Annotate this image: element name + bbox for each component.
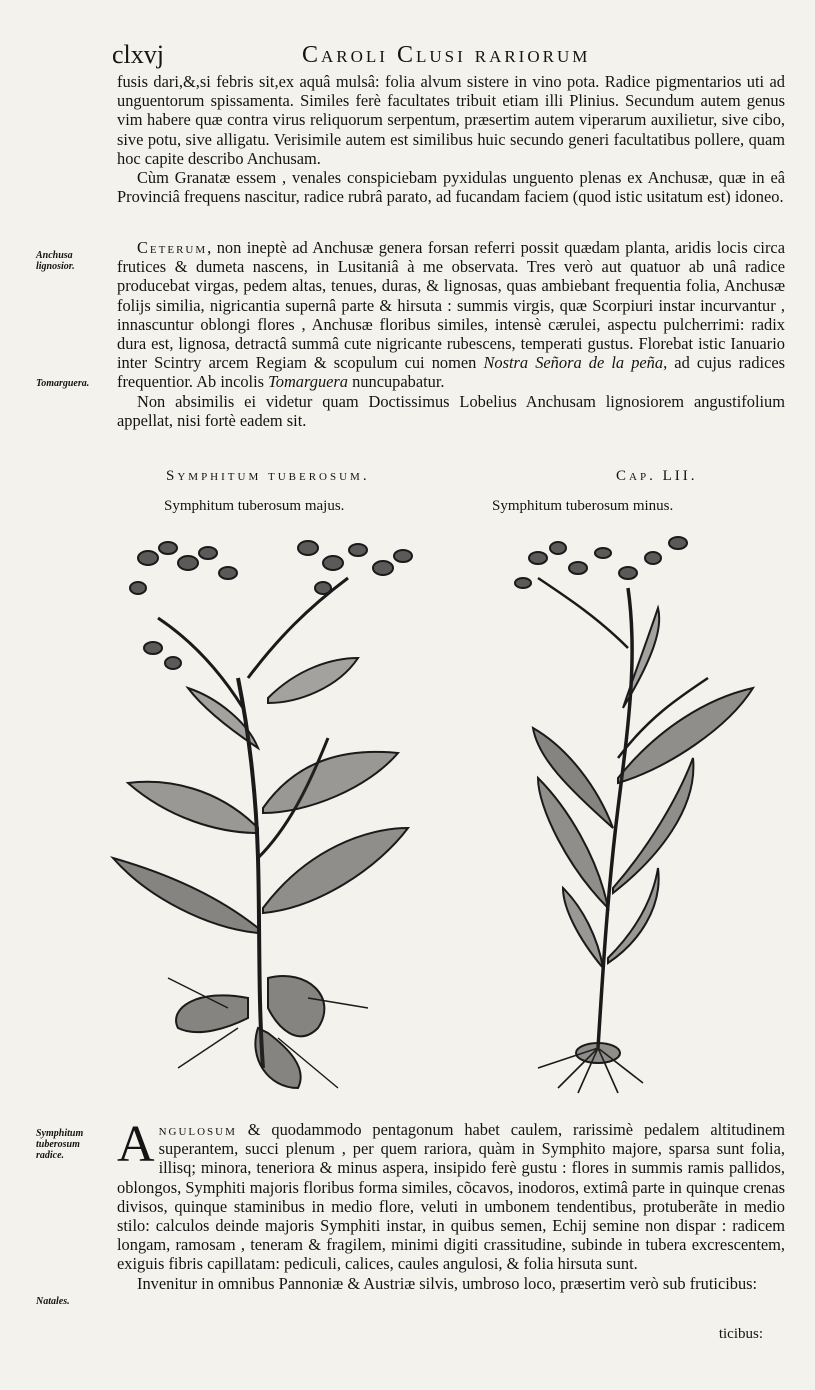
middle-paragraph-2: Non absimilis ei videtur quam Doctissimus Lobelius Anchusam lignosiorem angustifolium appellat, nisi fortè eadem sit. <box>117 391 785 430</box>
symphitum-minus-illustration <box>478 528 768 1098</box>
middle-paragraph-1-end: nuncupabatur. <box>348 372 445 392</box>
catchword: ticibus: <box>718 1326 763 1342</box>
middle-paragraph-1-mid: , ad cujus radices frequentior. Ab incolis <box>117 353 786 392</box>
middle-paragraph-1-rest: , non ineptè ad Anchusæ genera forsan referri possit quædam planta, aridis locis circa frutices & dumeta nascens, in Lusitaniâ à me observata. Tres verò aut quatuor ab unâ radice producebat virgas, pedem altas, tenues, duras, & lignosas, quas ambiebant frequentia folia, Anchusæ folijs similia, nigricantia supernâ parte & hirsuta : summis virgis, quæ Scorpiuri instar incurvantur , innascuntur oblongi flores , Anchusæ floribus similes, intensè cærulei, aspectu pulcherrimi: radix dura est, lignosa, detractâ summâ cute nigricante rubescens, temperati gustus. Florebat istic Ianuario inter Scintry arcem Regiam & scopulum cui nomen <box>117 238 785 373</box>
middle-paragraph-1 <box>117 238 785 392</box>
top-text-block <box>117 72 785 206</box>
bottom-paragraph-1 <box>117 1116 785 1274</box>
right-figure-caption: Symphitum tuberosum minus. <box>492 498 674 514</box>
drop-cap: A <box>117 1116 155 1173</box>
running-title: Caroli Clusi rariorum <box>302 42 591 68</box>
section-title: Symphitum tuberosum. <box>166 468 370 484</box>
margin-note-symphitum: Symphitum tuberosum radice. <box>36 1128 84 1161</box>
chapter-number: Cap. LII. <box>616 468 698 484</box>
page-number: clxvj <box>112 40 164 69</box>
middle-text-block <box>117 238 785 430</box>
bottom-paragraph-1-rest: & quodammodo pentagonum habet caulem, rarissimè pedalem altitudinem superantem, succi plenum , per quem rariora, quàm in Symphito majore, sparsa sunt folia, illisq; minora, teneriora & minus aspera, insipido ferè gustu : flores in summis ramis pallidos, oblongos, Symphiti majoris floribus forma similes, cõcavos, inodoros, extimâ parte in quinque crenas divisos, quinque staminibus in medio flore, veluti in umbonem tendentibus, protuberãte in medio stilo: calculos deinde majoris Symphiti instar, in quibus semen, Echij semine non dispar : radicem longam, ramosam , teneram & fragilem, minimi digiti crassitudine, subinde in tubera excrescentem, exiguis fibris capillatam: pediculi, calices, caules angulosi, & folia hirsuta sunt. <box>117 1120 785 1274</box>
bottom-paragraph-2: Invenitur in omnibus Pannoniæ & Austriæ silvis, umbroso loco, præsertim verò sub fruticibus: <box>137 1273 758 1293</box>
place-name: Nostra Señora de la peña <box>483 353 664 373</box>
top-paragraph-2: Cùm Granatæ essem , venales conspiciebam pyxidulas unguento plenas ex Anchusæ, quæ in eâ Provinciâ frequens nascitur, radice rubrâ parato, ad fucandam faciem (quod istic usitatum est) idoneo. <box>117 168 785 207</box>
local-name: Tomarguera <box>268 372 349 392</box>
margin-note-tomarguera: Tomarguera. <box>36 378 90 389</box>
margin-note-natales: Natales. <box>36 1296 70 1307</box>
angulosum-lead: ngulosum <box>158 1120 237 1139</box>
ceterum-lead: Ceterum <box>137 238 208 257</box>
left-figure-caption: Symphitum tuberosum majus. <box>164 498 345 514</box>
page-header <box>112 40 792 72</box>
top-paragraph-1: fusis dari,&,si febris sit,ex aquâ mulsâ: folia alvum sistere in vino pota. Radice pigmentarios uti ad unguentorum spissamenta. Similes ferè facultates tribuit etiam illi Plinius. Secundum autem genus vim habere quæ contra virus reliquorum serpentum, præsertim autem viperarum auxilietur, sive cibo, sive potu, sive alligatu. Verisimile autem est similibus huic secundo generi facultatibus pollere, quam hoc capite describo Anchusam. <box>117 72 785 168</box>
margin-note-anchusa: Anchusa lignosior. <box>36 250 75 272</box>
bottom-text-block <box>117 1116 785 1293</box>
symphitum-majus-illustration <box>108 528 428 1098</box>
